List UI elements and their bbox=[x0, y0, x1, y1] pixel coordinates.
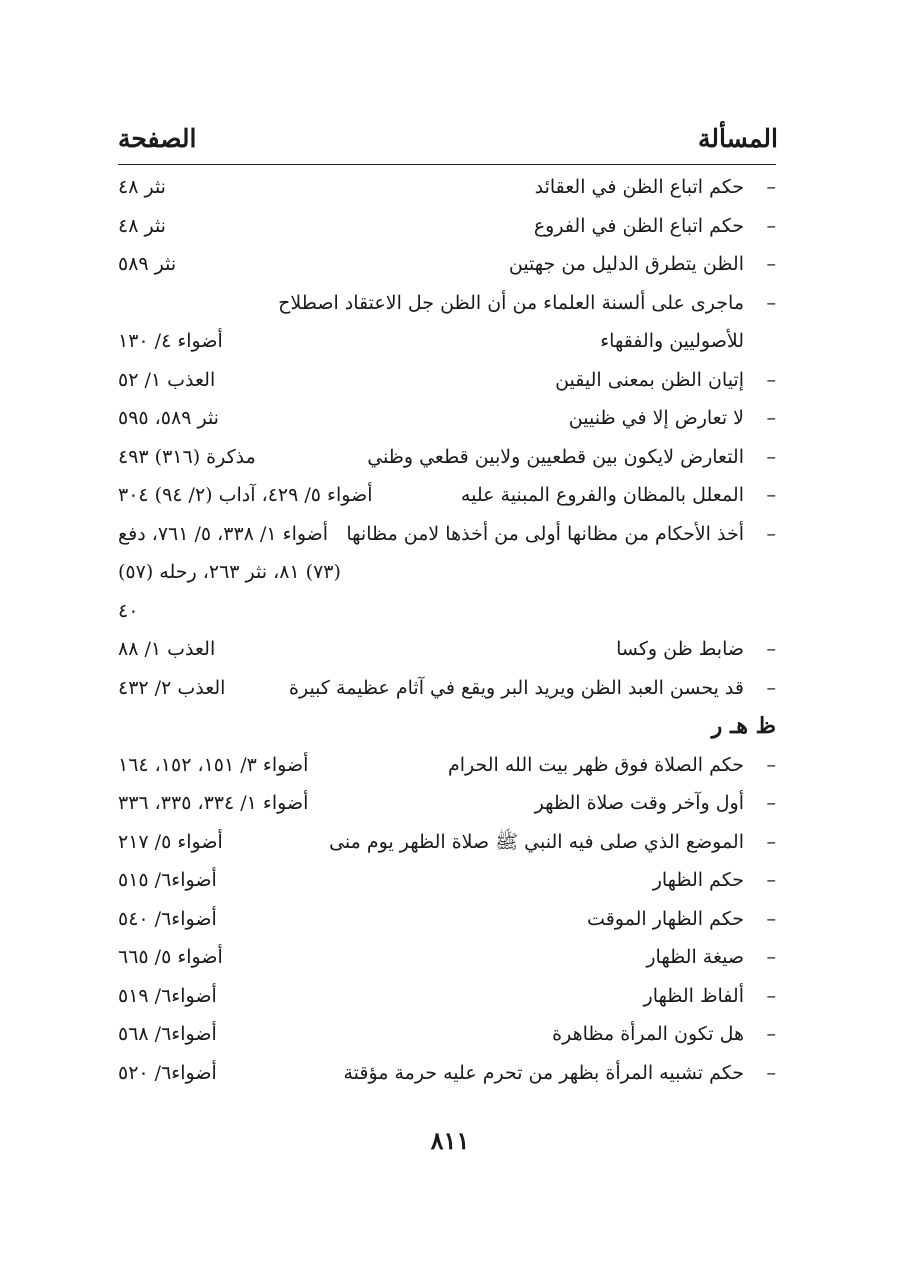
bullet-dash: – bbox=[766, 176, 776, 198]
column-heading-page: الصفحة bbox=[118, 124, 197, 153]
bullet-dash: – bbox=[766, 1023, 776, 1045]
bullet-dash: – bbox=[766, 1061, 776, 1084]
entry-reference: ٤٠ bbox=[118, 599, 139, 622]
list-item bbox=[118, 515, 776, 554]
bullet-dash: – bbox=[766, 407, 776, 429]
bullet-dash: – bbox=[766, 753, 776, 776]
entry-question: حكم الظهار bbox=[652, 869, 744, 891]
list-item bbox=[118, 1054, 776, 1093]
entry-question: أول وآخر وقت صلاة الظهر bbox=[534, 792, 744, 814]
entry-reference: أضواء٦/ ٥٢٠ bbox=[118, 1061, 217, 1084]
bullet-dash: – bbox=[766, 291, 776, 314]
page-number: ٨١١ bbox=[430, 1126, 470, 1155]
list-item bbox=[118, 476, 776, 515]
entry-reference: مذكرة (٣١٦) ٤٩٣ bbox=[118, 445, 256, 468]
entry-question: لا تعارض إلا في ظنيين bbox=[568, 407, 744, 429]
entry-question: حكم اتباع الظن في العقائد bbox=[534, 176, 744, 198]
list-item-continuation bbox=[118, 553, 776, 592]
entry-question: هل تكون المرأة مظاهرة bbox=[552, 1023, 744, 1045]
section-heading bbox=[118, 707, 776, 746]
list-item bbox=[118, 669, 776, 708]
list-item bbox=[118, 861, 776, 900]
entry-question: ألفاظ الظهار bbox=[643, 984, 744, 1007]
entry-question: المعلل بالمظان والفروع المبنية عليه bbox=[460, 484, 744, 506]
entry-question: التعارض لايكون بين قطعيين ولابين قطعي وظني bbox=[367, 445, 744, 468]
entry-reference: أضواء ٥/ ٤٢٩، آداب (٢/ ٩٤) ٣٠٤ bbox=[118, 484, 373, 506]
table-header bbox=[118, 118, 778, 162]
entry-reference: نثر ٥٨٩، ٥٩٥ bbox=[118, 407, 219, 429]
entry-reference: أضواء ٥/ ٢١٧ bbox=[118, 830, 223, 853]
entry-reference: نثر ٤٨ bbox=[118, 214, 166, 237]
entry-question: حكم الظهار الموقت bbox=[587, 907, 744, 930]
entry-reference: أضواء ٥/ ٦٦٥ bbox=[118, 946, 223, 968]
entry-reference: أضواء ١/ ٣٣٨، ٥/ ٧٦١، دفع bbox=[118, 522, 329, 545]
entry-reference: أضواء ١/ ٣٣٤، ٣٣٥، ٣٣٦ bbox=[118, 792, 309, 814]
entry-reference: أضواء ٣/ ١٥١، ١٥٢، ١٦٤ bbox=[118, 753, 309, 776]
entry-reference: العذب ٢/ ٤٣٢ bbox=[118, 676, 226, 699]
list-item bbox=[118, 438, 776, 477]
bullet-dash: – bbox=[766, 253, 776, 275]
bullet-dash: – bbox=[766, 638, 776, 660]
entry-question: ضابط ظن وكسا bbox=[616, 638, 744, 660]
bullet-dash: – bbox=[766, 368, 776, 391]
entry-reference: العذب ١/ ٨٨ bbox=[118, 638, 216, 660]
entry-question: إتيان الظن بمعنى اليقين bbox=[555, 368, 744, 391]
entry-reference: أضواء٦/ ٥١٩ bbox=[118, 984, 217, 1007]
list-item bbox=[118, 168, 776, 207]
list-item bbox=[118, 284, 776, 323]
list-item bbox=[118, 207, 776, 246]
bullet-dash: – bbox=[766, 984, 776, 1007]
bullet-dash: – bbox=[766, 676, 776, 699]
list-item bbox=[118, 938, 776, 977]
list-item-continuation bbox=[118, 592, 776, 631]
entry-question: الظن يتطرق الدليل من جهتين bbox=[508, 253, 744, 275]
list-item bbox=[118, 245, 776, 284]
entry-reference: أضواء٦/ ٥٦٨ bbox=[118, 1023, 217, 1045]
bullet-dash: – bbox=[766, 484, 776, 506]
list-item bbox=[118, 630, 776, 669]
header-divider bbox=[118, 164, 776, 165]
bullet-dash: – bbox=[766, 830, 776, 853]
list-item bbox=[118, 399, 776, 438]
list-item bbox=[118, 746, 776, 785]
list-item bbox=[118, 977, 776, 1016]
bullet-dash: – bbox=[766, 869, 776, 891]
entry-question: قد يحسن العبد الظن ويريد البر ويقع في آثام عظيمة كبيرة bbox=[289, 676, 744, 699]
entry-question: حكم تشبيه المرأة بظهر من تحرم عليه حرمة مؤقتة bbox=[343, 1061, 744, 1084]
list-item bbox=[118, 823, 776, 862]
entry-reference: العذب ١/ ٥٢ bbox=[118, 368, 216, 391]
entry-reference: نثر ٥٨٩ bbox=[118, 253, 177, 275]
entry-question: أخذ الأحكام من مظانها أولى من أخذها لامن مظانها bbox=[346, 522, 744, 545]
entry-reference: أضواء ٤/ ١٣٠ bbox=[118, 330, 223, 352]
entry-question: حكم اتباع الظن في الفروع bbox=[533, 214, 744, 237]
entry-reference: أضواء٦/ ٥١٥ bbox=[118, 869, 217, 891]
bullet-dash: – bbox=[766, 946, 776, 968]
bullet-dash: – bbox=[766, 792, 776, 814]
bullet-dash: – bbox=[766, 445, 776, 468]
bullet-dash: – bbox=[766, 907, 776, 930]
list-item bbox=[118, 1015, 776, 1054]
entry-question: ماجرى على ألسنة العلماء من أن الظن جل الاعتقاد اصطلاح bbox=[278, 291, 744, 314]
list-item bbox=[118, 784, 776, 823]
list-item bbox=[118, 900, 776, 939]
list-item-continuation bbox=[118, 322, 776, 361]
entry-question: حكم الصلاة فوق ظهر بيت الله الحرام bbox=[447, 753, 744, 776]
entry-question: الموضع الذي صلى فيه النبي ﷺ صلاة الظهر يوم منى bbox=[329, 830, 744, 853]
entry-reference: (٧٣) ٨١، نثر ٢٦٣، رحله (٥٧) bbox=[118, 561, 341, 583]
column-heading-question: المسألة bbox=[698, 124, 778, 153]
section-root-letters: ظ هـ ر bbox=[711, 713, 776, 739]
entry-question: للأصوليين والفقهاء bbox=[600, 330, 744, 352]
entry-question: صيغة الظهار bbox=[646, 946, 744, 968]
bullet-dash: – bbox=[766, 522, 776, 545]
bullet-dash: – bbox=[766, 214, 776, 237]
entry-reference: أضواء٦/ ٥٤٠ bbox=[118, 907, 217, 930]
index-entries bbox=[118, 168, 776, 1092]
list-item bbox=[118, 361, 776, 400]
entry-reference: نثر ٤٨ bbox=[118, 176, 166, 198]
